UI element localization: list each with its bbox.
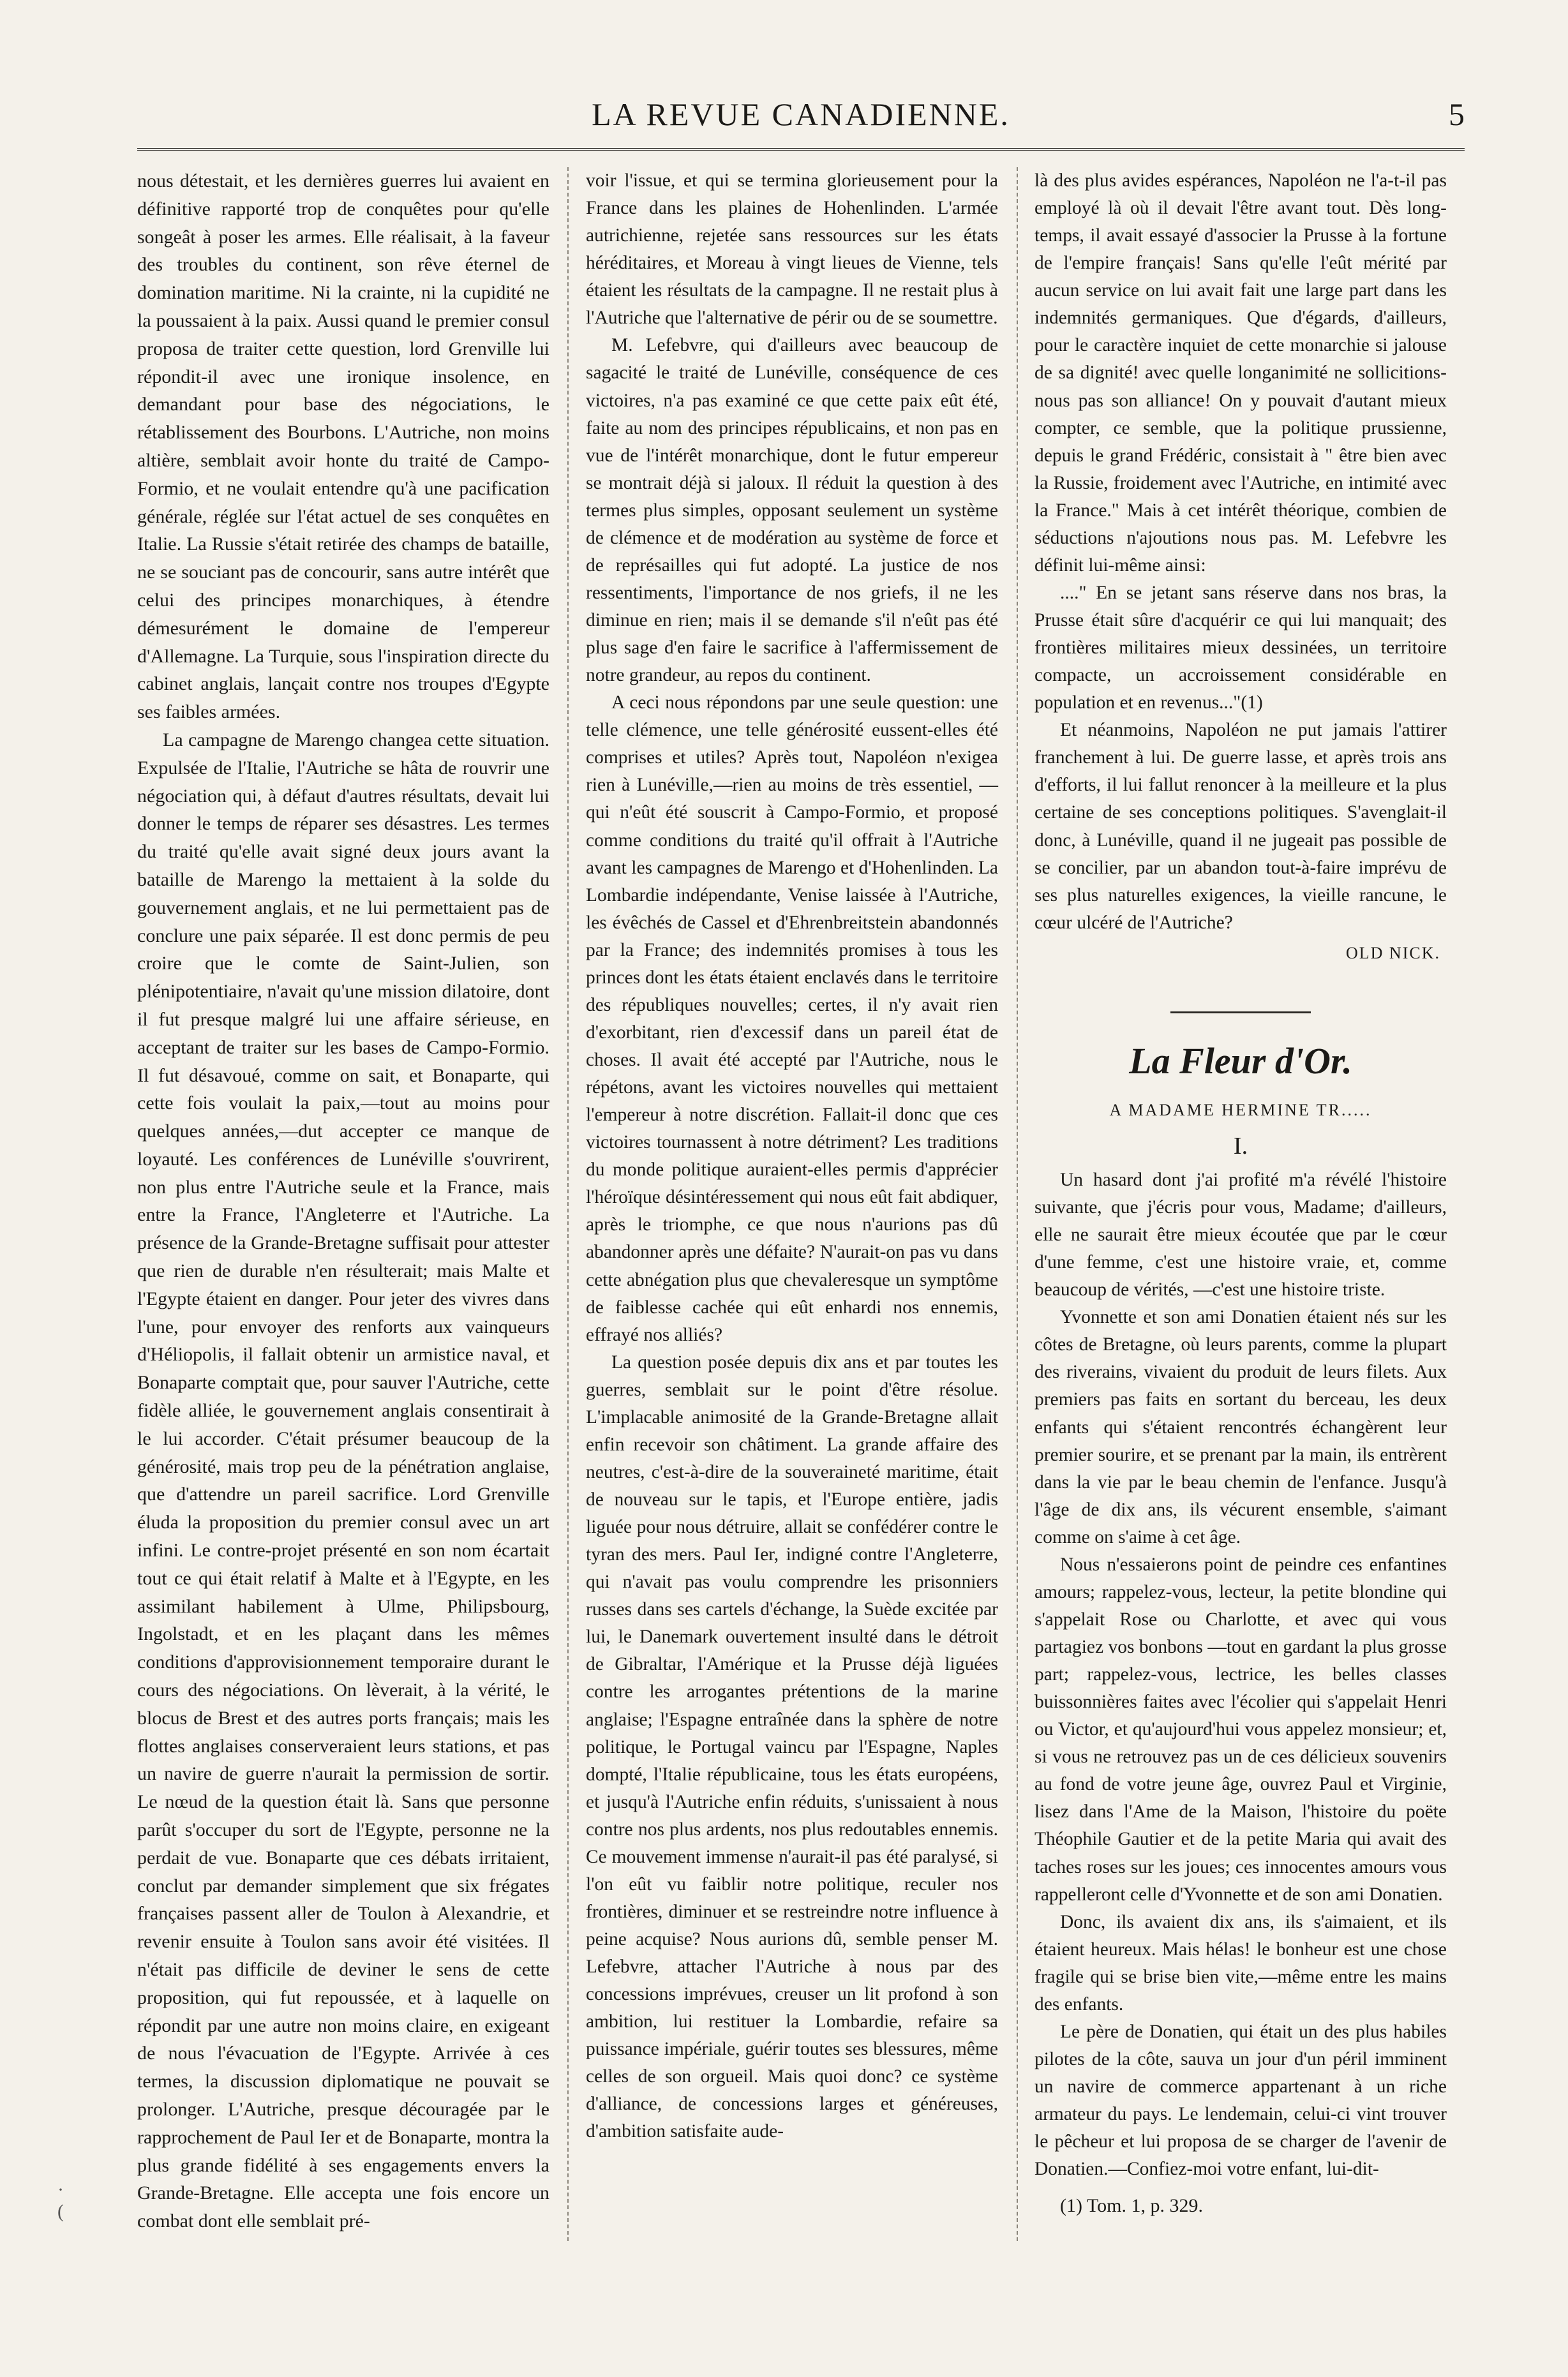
paragraph: nous détestait, et les dernières guerres lui avaient en définitive rapporté trop de conquêtes pour qu'elle songeât à poser les armes. Elle réalisait, à la faveur des troubles du continent, son rêve éternel de domination maritime. Ni la crainte, ni la cupidité ne la poussaient à la paix. Aussi quand le premier consul proposa de traiter cette question, lord Grenville lui répondit-il avec une ironique insolence, en demandant pour base des négociations, le rétablissement des Bourbons. L'Autriche, non moins altière, semblait avoir honte du traité de Campo-Formio, et ne voulait entendre qu'à une pacification générale, réglée sur l'état actuel de ses conquêtes en Italie. La Russie s'était retirée des champs de bataille, ne se souciant pas de concourir, sans autre intérêt que celui des principes monarchiques, à étendre démesurément le domaine de l'empereur d'Allemagne. La Turquie, sous l'inspiration directe du cabinet anglais, lançait contre nos troupes d'Egypte ses faibles armées.	[137, 170, 549, 723]
section-number: I.	[1233, 1132, 1248, 1159]
paragraph: là des plus avides espérances, Napoléon ne l'a-t-il pas employé là où il devait l'être avant tout. Dès long-temps, il avait essayé d'associer la Prusse à la fortune de l'empire français! Sans qu'elle l'eût mérité par aucun service on lui avait fait une large part dans les indemnités germaniques. Que d'égards, d'ailleurs, pour le caractère inquiet de cette monarchie si jalouse de sa dignité! avec quelle longanimité ne sollicitions-nous pas son alliance! On y pouvait d'autant mieux compter, ce semble, que la politique prussienne, depuis le grand Frédéric, consistait à " être bien avec la Russie, froidement avec l'Autriche, en intimité avec la France." Mais à cet intérêt théorique, combien de séductions n'ajoutions nous pas. M. Lefebvre les définit lui-même ainsi:	[1034, 170, 1447, 576]
paragraph: La question posée depuis dix ans et par toutes les guerres, semblait sur le point d'être résolue. L'implacable animosité de la Grande-Bretagne allait enfin recevoir son châtiment. La grande affaire des neutres, c'est-à-dire de la souveraineté maritime, était de nouveau sur le tapis, et l'Europe entière, jadis liguée pour nous détruire, allait se confédérer contre le tyran des mers. Paul Ier, indigné contre l'Angleterre, qui n'avait pas voulu comprendre les prisonniers russes dans ses cartels d'échange, la Suède excitée par lui, le Danemark ouvertement insulté dans le détroit de Gibraltar, l'Amérique et la Prusse déjà liguées contre les arrogantes prétentions de la marine anglaise; l'Espagne entraînée dans la sphère de notre politique, le Portugal vaincu par l'Espagne, Naples dompté, l'Italie républicaine, tous les états européens, et jusqu'à l'Autriche enfin réduits, s'unissaient à nous contre nos plus ardents, nos plus redoutables ennemis. Ce mouvement immense n'aurait-il pas été paralysé, si l'on eût vu faiblir notre politique, reculer nos frontières, diminuer et se restreindre notre influence à peine acquise? Nous aurions dû, semble penser M. Lefebvre, attacher l'Autriche à nous par des concessions imprévues, creuser un lit profond à son ambition, lui restituer la Lombardie, refaire sa puissance impériale, guérir toutes ses blessures, même celles de son orgueil. Mais quoi donc? ce système d'alliance, de concessions larges et généreuses, d'ambition satisfaite aude-	[586, 1352, 998, 2142]
paragraph: Donc, ils avaient dix ans, ils s'aimaient, et ils étaient heureux. Mais hélas! le bonheur est une chose fragile qui se brise bien vite,—même entre les mains des enfants.	[1034, 1911, 1447, 2015]
journal-title: LA REVUE CANADIENNE.	[592, 96, 1010, 132]
column-1	[137, 167, 549, 2241]
author-signature: OLD NICK.	[1346, 943, 1440, 962]
column-separator	[567, 167, 569, 2241]
header-rule	[137, 148, 1465, 151]
paragraph: Un hasard dont j'ai profité m'a révélé l'histoire suivante, que j'écris pour vous, Madame; d'ailleurs, elle ne saurait être mieux écoutée que par le cœur d'une femme, c'est une histoire vraie, et, comme beaucoup de vérités, —c'est une histoire triste.	[1034, 1169, 1447, 1300]
column-separator	[1017, 167, 1018, 2241]
paragraph: Nous n'essaierons point de peindre ces enfantines amours; rappelez-vous, lecteur, la petite blondine qui s'appelait Rose ou Charlotte, et avec qui vous partagiez vos bonbons —tout en gardant la plus grosse part; rappelez-vous, lectrice, les belles classes buissonnières faites avec l'écolier qui s'appelait Henri ou Victor, et qu'aujourd'hui vous appelez monsieur; et, si vous ne retrouvez pas un de ces délicieux souvenirs au fond de votre jeune âge, ouvrez Paul et Virginie, lisez dans l'Ame de la Maison, l'histoire du poëte Théophile Gautier et de la petite Maria qui avait des taches roses sur les joues; ces innocentes amours vous rappelleront celle d'Yvonnette et de son ami Donatien.	[1034, 1554, 1447, 1905]
paragraph: Le père de Donatien, qui était un des plus habiles pilotes de la côte, sauva un jour d'un péril imminent un navire de commerce appartenant à un riche armateur du pays. Le lendemain, celui-ci vint trouver le pêcheur et lui proposa de se charger de l'avenir de Donatien.—Confiez-moi votre enfant, lui-dit-	[1034, 2021, 1447, 2180]
paragraph: Et néanmoins, Napoléon ne put jamais l'attirer franchement à lui. De guerre lasse, et après trois ans d'efforts, il lui fallut renoncer à la meilleure et la plus certaine de ses conceptions politiques. S'avenglait-il donc, à Lunéville, quand il ne jugeait pas possible de se concilier, par un abandon tout-à-faire imprévu de ses plus naturelles exigences, la vieille rancune, le cœur ulcéré de l'Autriche?	[1034, 720, 1447, 933]
footnote: (1) Tom. 1, p. 329.	[1060, 2195, 1204, 2217]
column-2	[586, 167, 998, 2241]
quotation: ...." En se jetant sans réserve dans nos bras, la Prusse était sûre d'acquérir ce qui lui manquait; des frontières militaires mieux dessinées, un territoire compacte, un accroissement considérable en population et en revenus..."(1)	[1034, 582, 1447, 713]
dedication: A MADAME HERMINE TR.....	[1109, 1100, 1372, 1119]
paragraph: voir l'issue, et qui se termina glorieusement pour la France dans les plaines de Hohenlinden. L'armée autrichienne, rejetée sans ressources sur les états héréditaires, et Moreau à vingt lieues de Vienne, tels étaient les résultats de la campagne. Il ne restait plus à l'Autriche que l'alternative de périr ou de se soumettre.	[586, 170, 998, 329]
section-divider	[1170, 1011, 1311, 1013]
paragraph: M. Lefebvre, qui d'ailleurs avec beaucoup de sagacité le traité de Lunéville, conséquence de ces victoires, n'a pas examiné ce que cette paix eût été, faite au nom des principes républicains, et non pas en vue de l'intérêt monarchique, dont le futur empereur se montrait déjà si jaloux. Il réduit la question à des termes plus simples, opposant seulement un système de clémence et de modération au système de force et de représailles qui fut adopté. La justice de nos ressentiments, l'importance de nos griefs, il ne les diminue en rien; mais il se demande s'il n'eût pas été plus sage d'en faire le sacrifice à l'affermissement de notre grandeur, au repos du continent.	[586, 335, 998, 686]
page-number: 5	[1449, 96, 1465, 132]
paragraph: Yvonnette et son ami Donatien étaient nés sur les côtes de Bretagne, où leurs parents, comme la plupart des riverains, vivaient du produit de leurs filets. Aux premiers pas faits en sortant du berceau, les deux enfants qui s'étaient rencontrés échangèrent leur premier sourire, et se prenant par la main, ils entrèrent dans la vie par le beau chemin de l'enfance. Jusqu'à l'âge de dix ans, ils vécurent ensemble, s'aimant comme on s'aime à cet âge.	[1034, 1307, 1447, 1547]
margin-mark: · (	[57, 2179, 64, 2222]
column-3	[1034, 167, 1447, 2241]
page-header	[137, 96, 1465, 140]
paragraph: A ceci nous répondons par une seule question: une telle clémence, une telle générosité eussent-elles été comprises et utiles? Après tout, Napoléon n'exigea rien à Lunéville,—rien au moins de très essentiel, —qui n'eût été souscrit à Campo-Formio, et proposé comme conditions du traité qu'il offrait à l'Autriche avant les campagnes de Marengo et d'Hohenlinden. La Lombardie indépendante, Venise laissée à l'Autriche, les évêchés de Cassel et d'Ehrenbreitstein abandonnés par la France; des indemnités promises à tous les princes dont les états étaient enclavés dans le territoire des républiques nouvelles; certes, il n'y avait rien d'exorbitant, rien d'excessif dans un pareil état de choses. Il avait été accepté par l'Autriche, nous le répétons, avant les victoires nouvelles qui mettaient l'empereur à notre discrétion. Fallait-il donc que ces victoires tournassent à notre détriment? Les traditions du monde politique auraient-elles permis d'apprécier l'héroïque désintéressement qui nous eût fait abdiquer, après le triomphe, ce que nous n'aurions pas dû abandonner après une défaite? N'aurait-on pas vu dans cette abnégation plus que chevaleresque un symptôme de faiblesse cachée qui eût enhardi nos ennemis, effrayé nos alliés?	[586, 692, 998, 1345]
paragraph: La campagne de Marengo changea cette situation. Expulsée de l'Italie, l'Autriche se hâta de rouvrir une négociation qui, à défaut d'autres résultats, devait lui donner le temps de réparer ses désastres. Les termes du traité qu'elle avait signé deux jours avant la bataille de Marengo la mettaient à la solde du gouvernement anglais, et ne lui permettaient pas de conclure une paix séparée. Il est donc permis de peu croire que le comte de Saint-Julien, son plénipotentiaire, n'avait qu'une mission dilatoire, dont il fut presque malgré lui une affaire sérieuse, en acceptant de traiter sur les bases de Campo-Formio. Il fut désavoué, comme on sait, et Bonaparte, qui cette fois voulait la paix,—tout au moins pour quelques années,—dut accepter ce manque de loyauté. Les conférences de Lunéville s'ouvrirent, non plus entre l'Autriche seule et la France, mais entre la France, l'Angleterre et l'Autriche. La présence de la Grande-Bretagne suffisait pour attester que rien de durable n'en résulterait; mais Malte et l'Egypte étaient en danger. Pour jeter des vivres dans l'une, pour envoyer des renforts aux vainqueurs d'Héliopolis, il fallait obtenir un armistice naval, et Bonaparte comptait que, pour sauver l'Autriche, cette fidèle alliée, le gouvernement anglais consentirait à le lui accorder. C'était présumer beaucoup de la générosité, mais trop peu de la pénétration anglaise, que d'attendre un pareil sacrifice. Lord Grenville éluda la proposition du premier consul avec un art infini. Le contre-projet présenté en son nom écartait tout ce qui était relatif à Malte et à l'Egypte, en les assimilant habilement à Ulme, Philipsbourg, Ingolstadt, et en les plaçant dans les mêmes conditions d'approvisionnement temporaire durant le cours des négociations. On lèverait, à la vérité, le blocus de Brest et des autres ports français; mais les flottes anglaises conserveraient leurs stations, et pas un navire de guerre n'aurait la permission de sortir. Le nœud de la question était là. Sans que personne parût s'occuper du sort de l'Egypte, personne ne la perdait de vue. Bonaparte que ces débats irritaient, conclut par demander simplement que six frégates françaises passent aller de Toulon à Alexandrie, et revenir ensuite à Toulon sans avoir été visitées. Il n'était pas difficile de deviner le sens de cette proposition, qui fut repoussée, et à laquelle on répondit par une autre non moins claire, en exigeant de nous l'évacuation de l'Egypte. Arrivée à ces termes, la discussion diplomatique ne pouvait se prolonger. L'Autriche, presque découragée par le rapprochement de Paul Ier et de Bonaparte, montra la plus grande fidélité à ses engagements envers la Grande-Bretagne. Elle accepta une fois encore un combat dont elle semblait pré-	[137, 729, 549, 2232]
story-title: La Fleur d'Or.	[1129, 1039, 1352, 1082]
